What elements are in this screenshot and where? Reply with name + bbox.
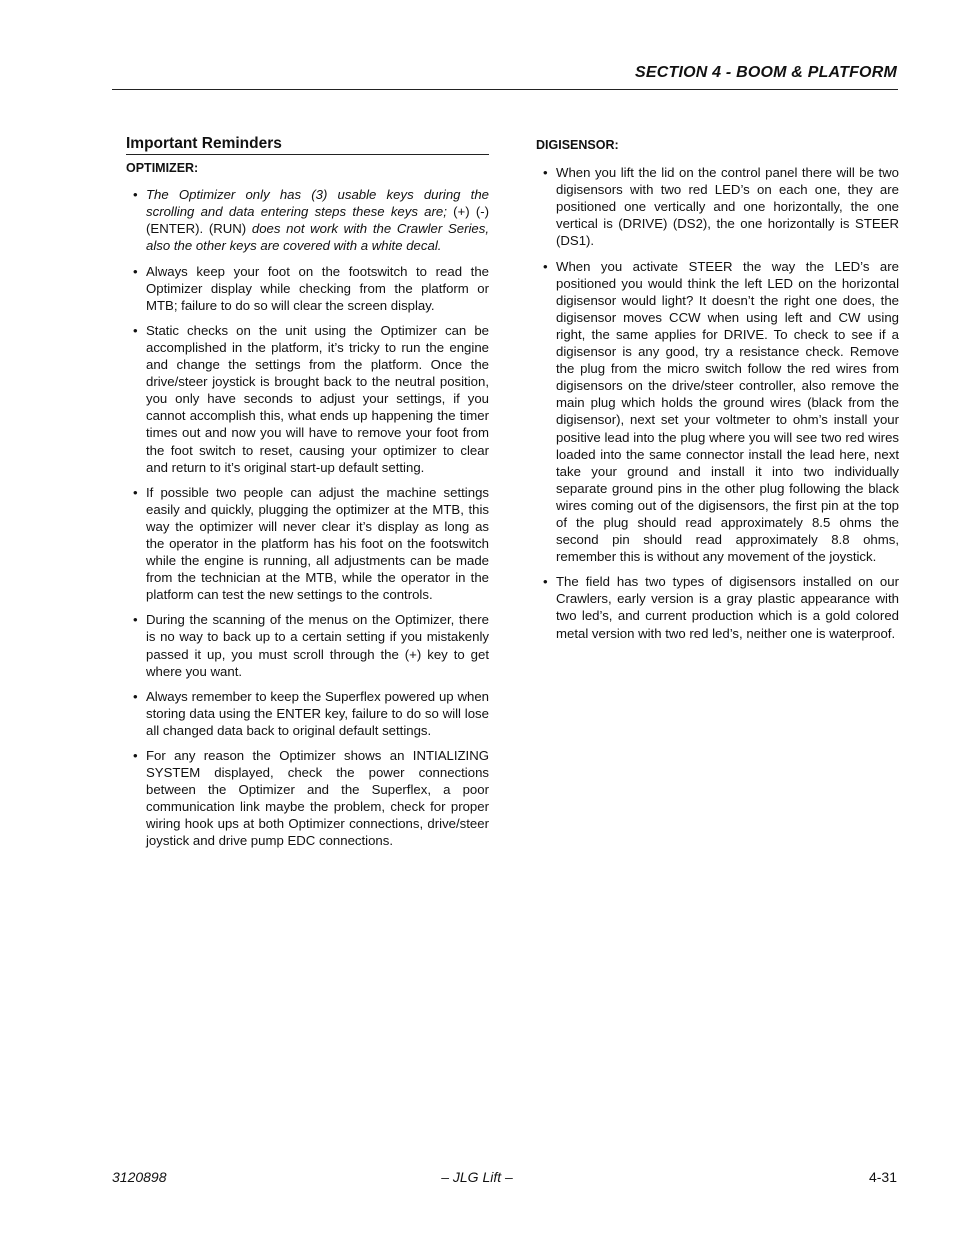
- list-item: [126, 263, 489, 314]
- bullet-icon: •: [133, 263, 138, 279]
- right-column: [536, 137, 899, 650]
- list-item-text: Always keep your foot on the footswitch to read the Optimizer display while checking from the platform or MTB; failure to do so will clear the screen display.: [146, 263, 489, 313]
- list-item-text: When you lift the lid on the control panel there will be two digisensors with two red LED’s on each one, they are positioned one vertically and one horizontally, the one vertical is (DRIVE) (DS2), the one horizontally is STEER (DS1).: [556, 165, 899, 249]
- bullet-icon: •: [543, 258, 548, 274]
- optimizer-list: [126, 186, 489, 849]
- list-item: [126, 611, 489, 679]
- bullet-icon: •: [543, 574, 548, 590]
- header-divider: [112, 89, 898, 90]
- list-item-text: For any reason the Optimizer shows an INTIALIZING SYSTEM displayed, check the power connections between the Optimizer and the Superflex, a poor communication link maybe the problem, check for proper wiring hook ups at both Optimizer connections, drive/steer joystick and drive pump EDC connections.: [146, 748, 489, 849]
- list-item: [126, 186, 489, 254]
- list-item: [126, 484, 489, 604]
- digisensor-subheading: DIGISENSOR:: [536, 138, 619, 152]
- list-item-text: During the scanning of the menus on the Optimizer, there is no way to back up to a certain setting if you mistakenly passed it up, you must scroll through the (+) key to get where you want.: [146, 612, 489, 679]
- bullet-icon: •: [543, 165, 548, 181]
- list-item: [126, 747, 489, 850]
- list-item-text: When you activate STEER the way the LED’s are positioned you would think the left LED on the horizontal digisensor would light? It doesn’t the right one does, the digisensor moves CCW when using left and CW using right, the same applies for DRIVE. To check to see if a digisensor is any good, try a resistance check. Remove the plug from the micro switch follow the red wires from digisensors on the drive/steer controller, also remove the main plug which holds the ground wires (black from the digisensor), next set your voltmeter to ohm’s install your positive lead into the plug where you will see two red wires loaded into the same connector install the lead here, next take your ground and install it into two individually separate ground pins in the other plug following the black wires coming out of the digisensors, the first pin at the top of the plug should read approximately 8.5 ohms the second pin should read approximately 8.8 ohms, remember this is without any movement of the joystick.: [556, 258, 899, 565]
- section-heading: Important Reminders: [126, 135, 489, 155]
- list-item-text: (+) (-) (ENTER). (RUN): [146, 204, 489, 237]
- digisensor-list: [536, 164, 899, 642]
- list-item-text: If possible two people can adjust the machine settings easily and quickly, plugging the optimizer at the MTB, this way the optimizer will never clear it’s display as long as the operator in the platform has his foot on the footswitch while the engine is running, all adjustments can be made from the technician at the MTB, while the operator in the platform can test the new settings to the controls.: [146, 484, 489, 603]
- bullet-icon: •: [133, 187, 138, 203]
- list-item: [126, 322, 489, 476]
- page-number: 4-31: [868, 1169, 897, 1185]
- publisher-footer: – JLG Lift –: [441, 1169, 513, 1185]
- document-number: 3120898: [112, 1169, 167, 1185]
- list-item-text: does not work with the Crawler Series, also the other keys are covered with a white decal.: [146, 221, 489, 254]
- bullet-icon: •: [133, 612, 138, 628]
- section-title: SECTION 4 - BOOM & PLATFORM: [635, 64, 897, 81]
- bullet-icon: •: [133, 484, 138, 500]
- list-item-text: Static checks on the unit using the Optimizer can be accomplished in the platform, it’s tricky to run the engine and change the settings from the platform. Once the drive/steer joystick is brought back to the neutral position, you only have seconds to adjust your settings, if you cannot accomplish this, what ends up happening the timer times out and now you will have to remove your foot from the foot switch to reset, causing your optimizer to clear and return to it’s original start-up default setting.: [146, 322, 489, 475]
- bullet-icon: •: [133, 688, 138, 704]
- bullet-icon: •: [133, 322, 138, 338]
- list-item: [536, 164, 899, 249]
- list-item: [536, 573, 899, 641]
- list-item-text: Always remember to keep the Superflex powered up when storing data using the ENTER key, failure to do so will lose all changed data back to original default settings.: [146, 688, 489, 738]
- list-item-text: The Optimizer only has (3) usable keys during the scrolling and data entering steps these keys are;: [146, 187, 489, 220]
- optimizer-subheading: OPTIMIZER:: [126, 161, 199, 176]
- list-item: [126, 688, 489, 739]
- list-item: [536, 258, 899, 566]
- left-column: [126, 134, 489, 858]
- list-item-text: The field has two types of digisensors installed on our Crawlers, early version is a gray plastic appearance with two led’s, and current production which is a gold colored metal version with two red led’s, neither one is waterproof.: [556, 574, 899, 641]
- bullet-icon: •: [133, 748, 138, 763]
